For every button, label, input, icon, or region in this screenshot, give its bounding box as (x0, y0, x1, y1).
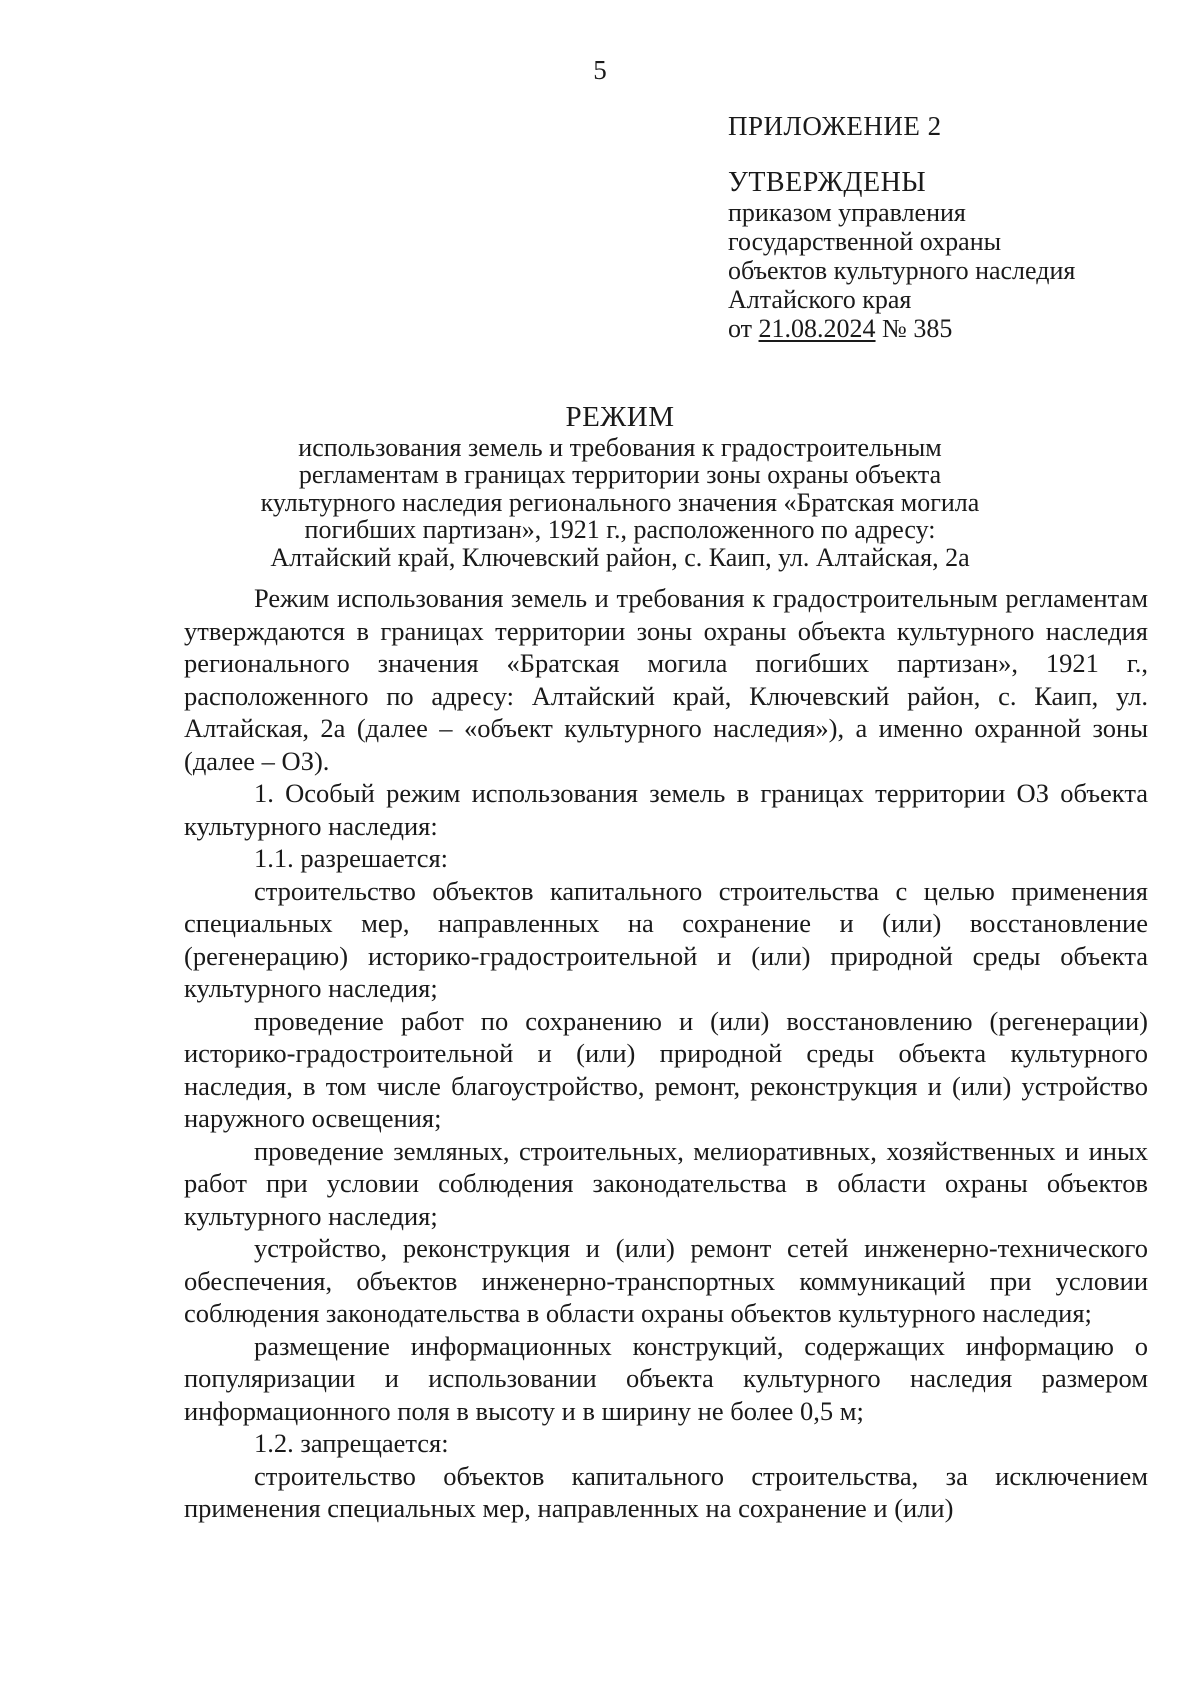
date-prefix: от (728, 314, 753, 343)
title-line-3: культурного наследия регионального значения «Братская могила (260, 487, 980, 517)
title-line-2: регламентам в границах территории зоны охраны объекта (298, 460, 942, 489)
prohibited-item-1: строительство объектов капитального строительства, за исключением применения специальных мер, направленных на сохранение и (или) (184, 1460, 1148, 1523)
title-line-4: погибших партизан», 1921 г., расположенного по адресу: (304, 515, 936, 544)
permitted-item-1: строительство объектов капитального строительства с целью применения специальных мер, направленных на сохранение и (или) восстановление (регенерацию) историко-градостроительной и (или) природной среды объекта культурного наследия; (184, 875, 1148, 1003)
section-1-1-heading: 1.1. разрешается: (254, 843, 449, 873)
title-heading: РЕЖИМ (565, 401, 675, 433)
annex-label: ПРИЛОЖЕНИЕ 2 (728, 111, 942, 141)
title-line-1: использования земель и требования к градостроительным (298, 432, 942, 462)
approved-label: УТВЕРЖДЕНЫ (728, 167, 927, 198)
intro-paragraph: Режим использования земель и требования к градостроительным регламентам утверждаются в границах территории зоны охраны объекта культурного наследия регионального значения «Братская могила погибших партизан», 1921 г., расположенного по адресу: Алтайский край, Ключевский район, с. Каип, ул. Алтайская, 2а (далее – «объект культурного наследия»), а именно охранной зоны (далее – ОЗ). (184, 583, 1148, 776)
title-line-5: Алтайский край, Ключевский район, с. Каип, ул. Алтайская, 2а (270, 542, 970, 572)
approval-line-3: объектов культурного наследия (728, 256, 1076, 285)
permitted-item-2: проведение работ по сохранению и (или) восстановлению (регенерации) историко-градостроительной и (или) природной среды объекта культурного наследия, в том числе благоустройство, ремонт, реконструкция и (или) устройство наружного освещения; (184, 1005, 1148, 1133)
document-body (184, 582, 1148, 1525)
approval-line-1: приказом управления (728, 198, 966, 227)
permitted-item-3: проведение земляных, строительных, мелиоративных, хозяйственных и иных работ при условии соблюдения законодательства в области охраны объектов культурного наследия; (184, 1135, 1148, 1231)
page-number: 5 (593, 55, 607, 85)
approval-block (728, 112, 1168, 343)
permitted-item-5: размещение информационных конструкций, содержащих информацию о популяризации и использовании объекта культурного наследия размером информационного поля в высоту и в ширину не более 0,5 м; (184, 1330, 1148, 1426)
approval-line-2: государственной охраны (728, 227, 1002, 256)
section-1-heading: 1. Особый режим использования земель в границах территории ОЗ объекта культурного наследия: (184, 778, 1148, 841)
approval-line-4: Алтайского края (728, 285, 912, 314)
approval-date: 21.08.2024 (758, 314, 876, 343)
document-title (170, 401, 1070, 572)
order-number: № 385 (882, 314, 953, 343)
permitted-item-4: устройство, реконструкция и (или) ремонт сетей инженерно-технического обеспечения, объектов инженерно-транспортных коммуникаций при условии соблюдения законодательства в области охраны объектов культурного наследия; (184, 1233, 1148, 1328)
section-1-2-heading: 1.2. запрещается: (254, 1428, 449, 1458)
approval-date-line (728, 314, 1168, 343)
